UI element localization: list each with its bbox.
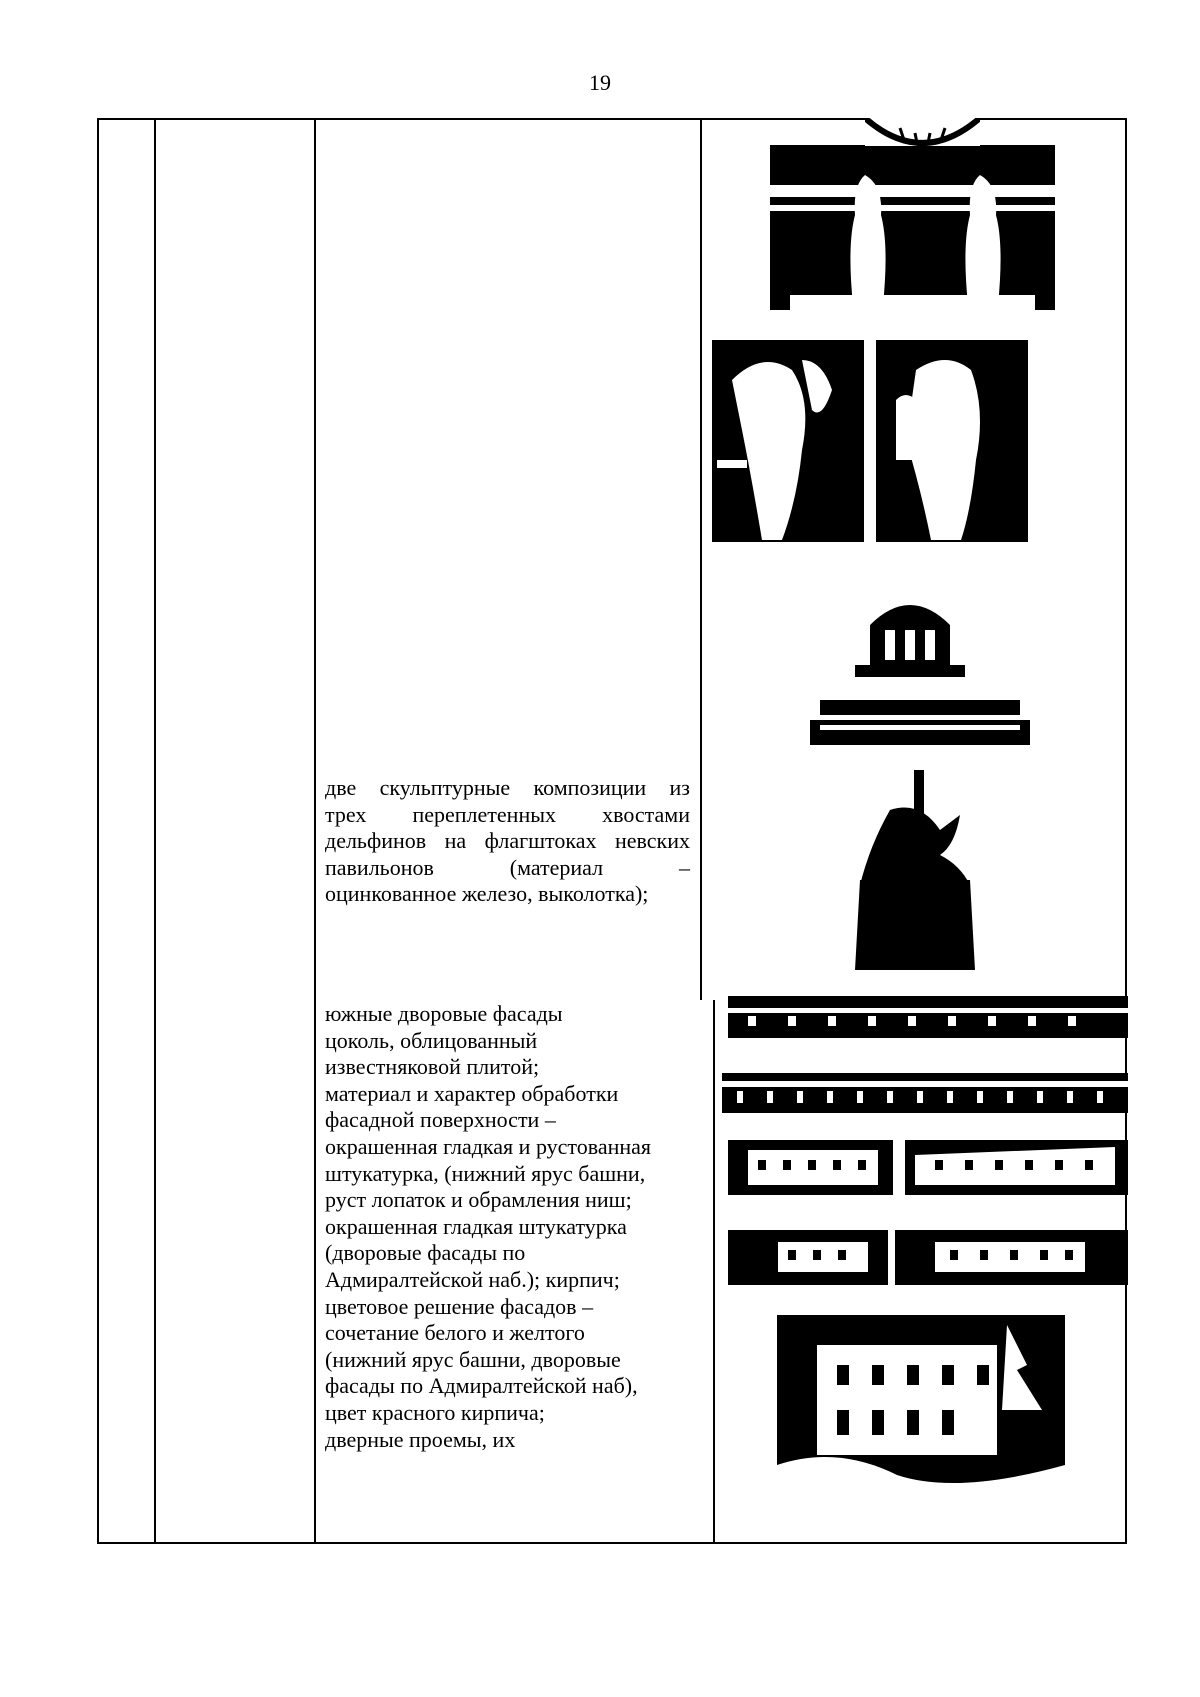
clock-face-photo bbox=[865, 118, 980, 146]
dolphins-text-line: две скульптурные композиции из bbox=[325, 775, 690, 800]
facade-strip-1-photo bbox=[728, 996, 1128, 1038]
dolphins-text-line: трех переплетенных хвостами bbox=[325, 801, 690, 827]
sculpture-group-right-photo bbox=[876, 340, 1028, 542]
dolphins-flagpole-photo bbox=[830, 770, 1000, 970]
clock-statues-photo bbox=[770, 145, 1055, 310]
facades-description bbox=[325, 1001, 705, 1453]
facade-4a-photo bbox=[728, 1230, 888, 1285]
courtyard-building-photo bbox=[777, 1315, 1065, 1510]
column-divider-3-upper bbox=[700, 120, 702, 1000]
facades-text-line: известняковой плитой; bbox=[325, 1054, 540, 1080]
facades-text-line: материал и характер обработки bbox=[325, 1080, 619, 1106]
facades-text-line: окрашенная гладкая штукатурка bbox=[325, 1213, 627, 1239]
facade-3b-photo bbox=[905, 1140, 1128, 1195]
facade-4b-photo bbox=[895, 1230, 1128, 1285]
facades-text-line: руст лопаток и обрамления ниш; bbox=[325, 1187, 632, 1213]
column-divider-2 bbox=[314, 120, 316, 1544]
dolphins-text-line: оцинкованное железо, выколотка); bbox=[325, 881, 649, 907]
tower-cupola-photo bbox=[800, 585, 1030, 745]
facades-text-line: южные дворовые фасады bbox=[325, 1001, 563, 1026]
facades-text-line: штукатурка, (нижний ярус башни, bbox=[325, 1160, 646, 1186]
column-divider-1 bbox=[154, 120, 156, 1544]
facades-text-line: фасадной поверхности – bbox=[325, 1107, 556, 1133]
facades-text-line: (нижний ярус башни, дворовые bbox=[325, 1346, 621, 1372]
facade-3a-photo bbox=[728, 1140, 893, 1195]
facades-text-line: окрашенная гладкая и рустованная bbox=[325, 1133, 652, 1159]
sculpture-group-left-photo bbox=[712, 340, 864, 542]
facades-text-line: цоколь, облицованный bbox=[325, 1027, 538, 1053]
facades-text-line: цвет красного кирпича; bbox=[325, 1399, 545, 1425]
facades-text-line: цветовое решение фасадов – bbox=[325, 1293, 594, 1319]
facades-text-line: (дворовые фасады по bbox=[325, 1240, 526, 1266]
column-divider-3-lower bbox=[713, 1000, 715, 1544]
facade-strip-2-photo bbox=[722, 1073, 1128, 1113]
facades-text-line: сочетание белого и желтого bbox=[325, 1320, 585, 1346]
page-number: 19 bbox=[589, 70, 611, 95]
facades-text-line: фасады по Адмиралтейской наб), bbox=[325, 1373, 638, 1399]
dolphins-description bbox=[325, 775, 690, 908]
dolphins-text-line: павильонов (материал – bbox=[325, 854, 690, 880]
facades-text-line: Адмиралтейской наб.); кирпич; bbox=[325, 1266, 620, 1292]
facades-text-line: дверные проемы, их bbox=[325, 1426, 516, 1452]
dolphins-text-line: дельфинов на флагштоках невских bbox=[325, 828, 690, 854]
